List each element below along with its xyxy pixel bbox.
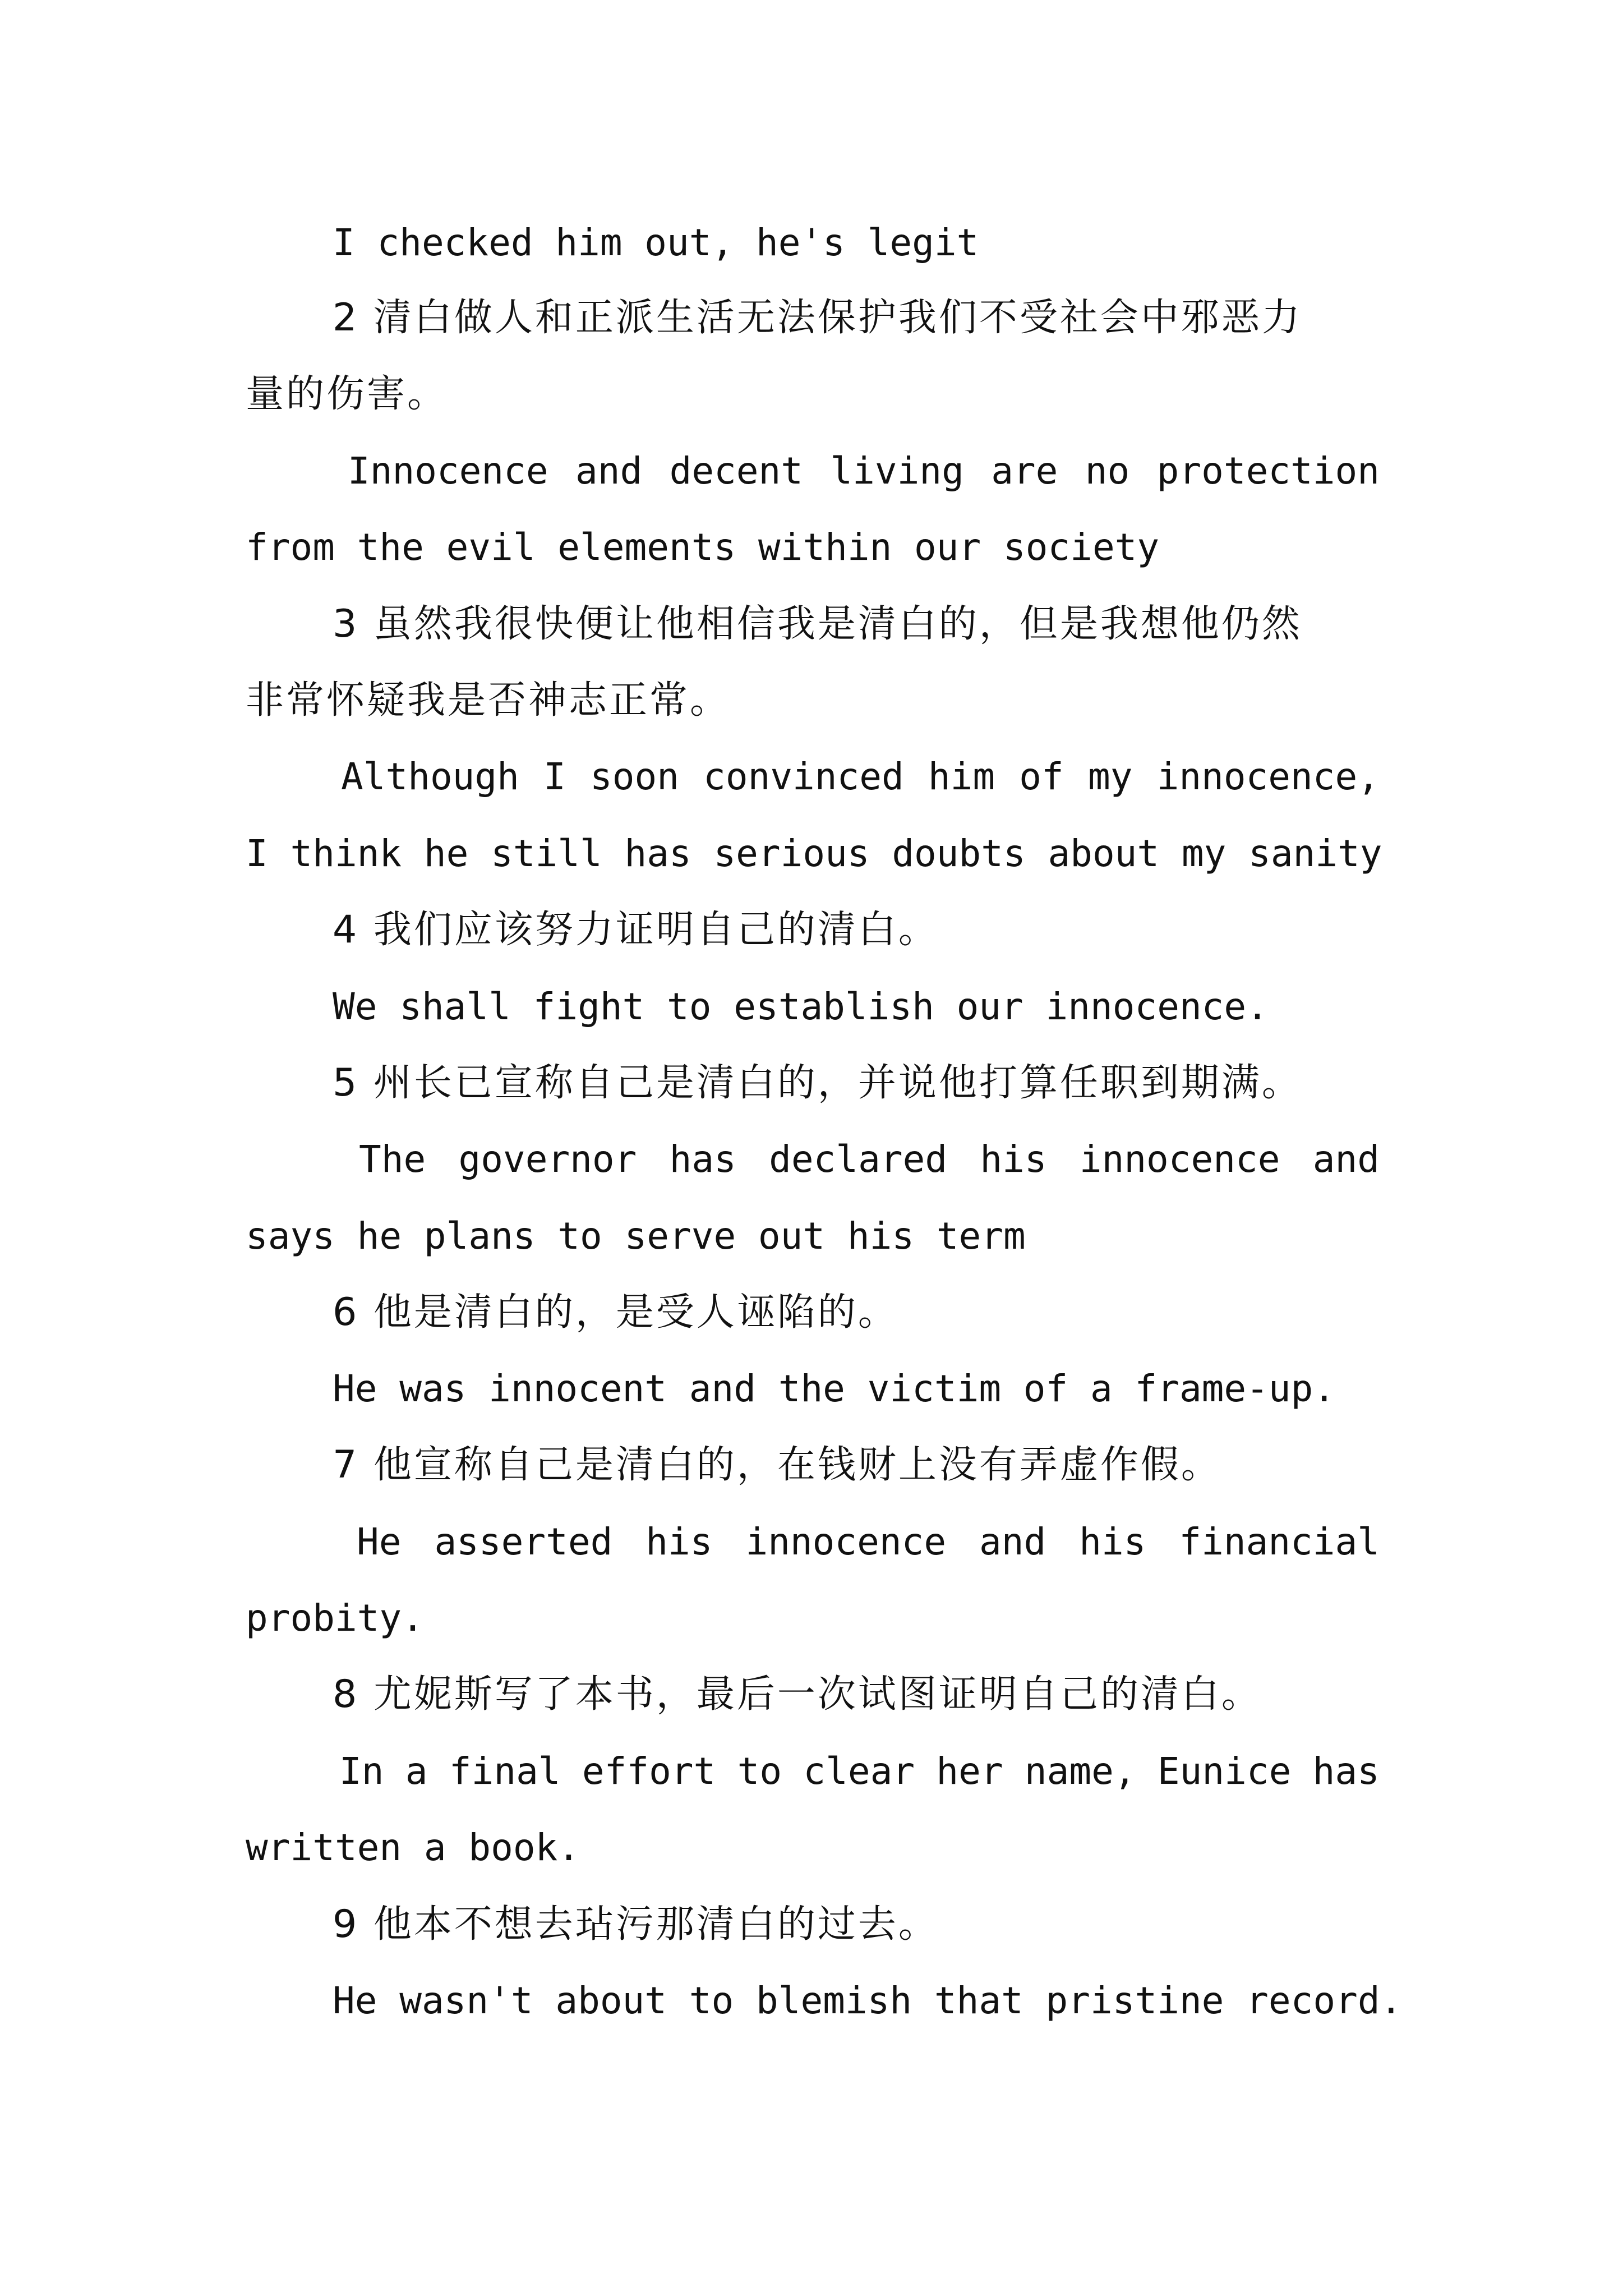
text-line: from the evil elements within our society [246, 526, 1160, 569]
text-line: 5 州长已宣称自己是清白的，并说他打算任职到期满。 [333, 1061, 1302, 1105]
word: I [543, 755, 566, 798]
text-line: 非常怀疑我是否神志正常。 [246, 678, 731, 723]
word: his [645, 1520, 713, 1563]
text-line: 8 尤妮斯写了本书，最后一次试图证明自己的清白。 [333, 1672, 1262, 1717]
word: his [980, 1138, 1047, 1181]
word: her [936, 1750, 1003, 1793]
word: his [1079, 1520, 1146, 1563]
text-line [341, 752, 1380, 802]
word: him [928, 755, 995, 798]
word: and [1312, 1138, 1380, 1181]
text-line: I checked him out, he's legit [333, 221, 979, 264]
word: final [449, 1750, 561, 1793]
text-line [339, 1746, 1380, 1797]
word: to [737, 1750, 782, 1793]
word: governor [458, 1138, 637, 1181]
text-line [359, 1134, 1380, 1185]
word: He [357, 1520, 402, 1563]
text-line: 4 我们应该努力证明自己的清白。 [333, 908, 939, 952]
word: financial [1179, 1520, 1380, 1563]
text-line: 6 他是清白的，是受人诬陷的。 [333, 1290, 898, 1335]
word: are [991, 449, 1058, 493]
word: asserted [434, 1520, 613, 1563]
word: In [339, 1750, 384, 1793]
word: and [979, 1520, 1046, 1563]
word: convinced [703, 755, 904, 798]
text-line: probity. [246, 1596, 424, 1640]
word: and [575, 449, 643, 493]
word: decent [669, 449, 804, 493]
word: innocence, [1156, 755, 1380, 798]
text-line [357, 1517, 1380, 1567]
text-line: 9 他本不想去玷污那清白的过去。 [333, 1902, 939, 1947]
word: name, [1024, 1750, 1136, 1793]
word: effort [582, 1750, 716, 1793]
word: of [1019, 755, 1064, 798]
text-line [348, 446, 1380, 496]
word: living [830, 449, 964, 493]
word: a [405, 1750, 428, 1793]
text-line: 3 虽然我很快便让他相信我是清白的，但是我想他仍然 [333, 602, 1302, 646]
text-line: He wasn't about to blemish that pristine record. [333, 1979, 1403, 2022]
text-line: says he plans to serve out his term [246, 1214, 1026, 1258]
word: has [669, 1138, 736, 1181]
text-line: I think he still has serious doubts about my sanity [246, 832, 1382, 875]
word: soon [589, 755, 679, 798]
text-line: 2 清白做人和正派生活无法保护我们不受社会中邪恶力 [333, 296, 1302, 340]
word: innocence [745, 1520, 947, 1563]
text-line: We shall fight to establish our innocence. [333, 985, 1269, 1028]
word: has [1312, 1750, 1380, 1793]
word: declared [769, 1138, 948, 1181]
text-line: written a book. [246, 1826, 580, 1869]
word: protection [1156, 449, 1380, 493]
word: my [1087, 755, 1133, 798]
word: no [1085, 449, 1130, 493]
word: The [359, 1138, 426, 1181]
word: innocence [1079, 1138, 1280, 1181]
text-line: 量的伤害。 [246, 372, 448, 416]
word: clear [803, 1750, 915, 1793]
word: Eunice [1157, 1750, 1292, 1793]
text-line: 7 他宣称自己是清白的，在钱财上没有弄虚作假。 [333, 1443, 1221, 1487]
word: Innocence [348, 449, 548, 493]
word: Although [341, 755, 519, 798]
text-line: He was innocent and the victim of a frame-up. [333, 1367, 1336, 1410]
